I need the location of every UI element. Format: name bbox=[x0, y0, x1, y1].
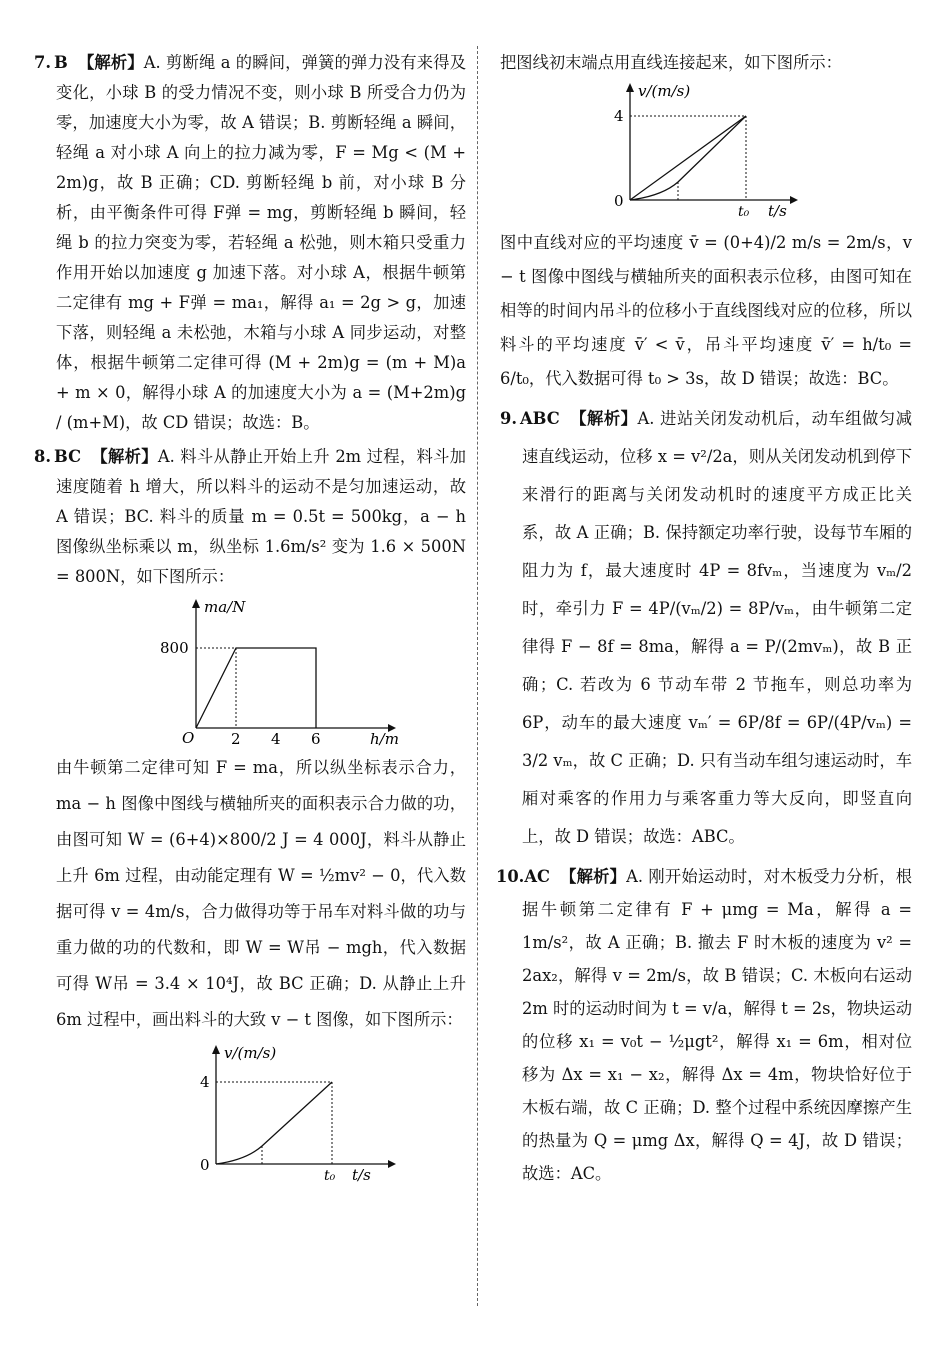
q7-explanation: A. 剪断绳 a 的瞬间，弹簧的弹力没有来得及变化，小球 B 的受力情况不变，则小球 B 所受合力仍为零，加速度大小为零，故 A 错误；B. 剪断轻绳 a 瞬间，轻绳 a 对小球 A 向上的拉力减为零，F = Mg < (M + 2m)g，故 B 正确；CD. 剪断轻绳 b 前，对小球 B 分析，由平衡条件可得 F弹 = mg，剪断轻绳 b 瞬间，轻绳 b 的拉力突变为零，若轻绳 a 松弛，则木箱只受重力作用开始以加速度 g 加速下落。对小球 A，根据牛顿第二定律有 mg + F弹 = ma₁，解得 a₁ = 2g > g，加速下落，则轻绳 a 未松弛，木箱与小球 A 同步运动，对整体，根据牛顿第二定律可得 (M + 2m)g = (m + M)a + m × 0，解得小球 A 的加速度大小为 a = (M+2m)g / (m+M)，故 CD 错误；故选：B。 bbox=[56, 53, 466, 432]
q8-explanation-part1: A. 料斗从静止开始上升 2m 过程，料斗加速度随着 h 增大，所以料斗的运动不是匀加速运动，故 A 错误；BC. 料斗的质量 m = 0.5t = 500kg，a − h 图像纵坐标乘以 m，纵坐标 1.6m/s² 变为 1.6 × 500N = 800N，如下图所示： bbox=[56, 447, 466, 586]
question-7 bbox=[34, 48, 466, 438]
q8-continuation-para2 bbox=[500, 226, 912, 396]
q9-explanation: A. 进站关闭发动机后，动车组做匀减速直线运动，位移 x = v²/2a，则从关闭发动机到停下来滑行的距离与关闭发动机时的速度平方成正比关系，故 A 正确；B. 保持额定功率行驶，设每节车厢的阻力为 f，最大速度时 4P = 8fvₘ，当速度为 vₘ/2 时，牵引力 F = 4P/(vₘ/2) = 8P/vₘ，由牛顿第二定律得 F − 8f = 8ma，解得 a = P/(2mvₘ)，故 B 正确；C. 若改为 6 节动车带 2 节拖车，则总功率为 6P，动车的最大速度 vₘ′ = 6P/8f = 6P/(4P/vₘ) = 3/2 vₘ，故 C 正确；D. 只有当动车组匀速运动时，车厢对乘客的作用力与乘客重力等大反向，即竖直向上，故 D 错误；故选：ABC。 bbox=[522, 409, 912, 846]
left-column bbox=[34, 48, 466, 1186]
q8-continuation bbox=[500, 48, 912, 78]
ma-h-origin: O bbox=[182, 729, 195, 746]
q8-number: 8. bbox=[34, 447, 51, 466]
q8-explanation-part2: 由牛顿第二定律可知 F = ma，所以纵坐标表示合力，ma − h 图像中图线与横轴所夹的面积表示合力做的功，由图可知 W = (6+4)×800/2 J = 4 000J，料斗从静止上升 6m 过程，由动能定理有 W = ½mv² − 0，代入数据可得 v = 4m/s，合力做得功等于吊车对料斗做的功与重力做的功的代数和，即 W = W吊 − mgh，代入数据可得 W吊 = 3.4 × 10⁴J，故 BC 正确；D. 从静止上升 6m 过程中，画出料斗的大致 v − t 图像，如下图所示： bbox=[56, 758, 466, 1029]
question-8 bbox=[34, 442, 466, 1182]
v-t2-x-tick: t₀ bbox=[738, 204, 750, 220]
ma-h-graph bbox=[156, 596, 416, 746]
q8-continuation-text1: 把图线初末端点用直线连接起来，如下图所示： bbox=[500, 53, 842, 72]
question-9 bbox=[500, 400, 912, 856]
right-column bbox=[496, 48, 912, 1190]
q10-number: 10. bbox=[496, 867, 525, 886]
v-t-graph bbox=[176, 1042, 406, 1182]
v-t-xlabel: t/s bbox=[352, 1166, 371, 1182]
v-t2-y-tick: 4 bbox=[614, 107, 624, 125]
q9-number: 9. bbox=[500, 409, 517, 428]
q7-answer: B bbox=[54, 53, 68, 72]
q8-tag: 【解析】 bbox=[91, 447, 158, 466]
v-t-x-tick: t₀ bbox=[324, 1168, 336, 1182]
v-t2-origin: 0 bbox=[614, 192, 624, 210]
v-t-ylabel: v/(m/s) bbox=[224, 1044, 277, 1062]
v-t-curve bbox=[216, 1082, 332, 1164]
ma-h-x-tick-2: 2 bbox=[231, 730, 241, 746]
q10-answer: AC bbox=[524, 867, 550, 886]
ma-h-xlabel: h/m bbox=[370, 730, 399, 746]
q8-continuation-text2: 图中直线对应的平均速度 v̄ = (0+4)/2 m/s = 2m/s，v − t 图像中图线与横轴所夹的面积表示位移，由图可知在相等的时间内吊斗的位移小于直线图线对应的位移，所以料斗的平均速度 v̄′ < v̄，吊斗平均速度 v̄′ = h/t₀ = 6/t₀，代入数据可得 t₀ > 3s，故 D 错误；故选：BC。 bbox=[500, 233, 912, 388]
v-t2-ylabel: v/(m/s) bbox=[638, 82, 691, 100]
v-t2-xlabel: t/s bbox=[768, 202, 787, 220]
v-t-graph-line bbox=[600, 82, 810, 222]
ma-h-y-arrow bbox=[192, 599, 200, 608]
column-divider bbox=[477, 46, 478, 1306]
question-10 bbox=[496, 860, 912, 1190]
q9-answer: ABC bbox=[520, 409, 560, 428]
q7-tag: 【解析】 bbox=[77, 53, 144, 72]
ma-h-ylabel: ma/N bbox=[204, 598, 246, 616]
q7-number: 7. bbox=[34, 53, 51, 72]
ma-h-curve bbox=[196, 648, 316, 728]
v-t-straight-line bbox=[630, 116, 746, 200]
q9-tag: 【解析】 bbox=[569, 409, 638, 428]
v-t-y-tick: 4 bbox=[200, 1073, 210, 1091]
ma-h-x-tick-4: 4 bbox=[271, 730, 281, 746]
q10-explanation: A. 刚开始运动时，对木板受力分析，根据牛顿第二定律有 F + μmg = Ma，解得 a = 1m/s²，故 A 正确；B. 撤去 F 时木板的速度为 v² = 2ax₂，解得 v = 2m/s，故 B 错误；C. 木板向右运动 2m 时的运动时间为 t = v/a，解得 t = 2s，物块运动的位移 x₁ = v₀t − ½μgt²，解得 x₁ = 6m，相对位移为 Δx = x₁ − x₂，解得 Δx = 4m，物块恰好位于木板右端，故 C 正确；D. 整个过程中系统因摩擦产生的热量为 Q = μmg Δx，解得 Q = 4J，故 D 错误；故选：AC。 bbox=[522, 867, 912, 1183]
ma-h-x-tick-6: 6 bbox=[311, 730, 321, 746]
ma-h-y-tick: 800 bbox=[160, 639, 189, 657]
q8-answer: BC bbox=[54, 447, 82, 466]
v-t-origin: 0 bbox=[200, 1156, 210, 1174]
q10-tag: 【解析】 bbox=[559, 867, 627, 886]
